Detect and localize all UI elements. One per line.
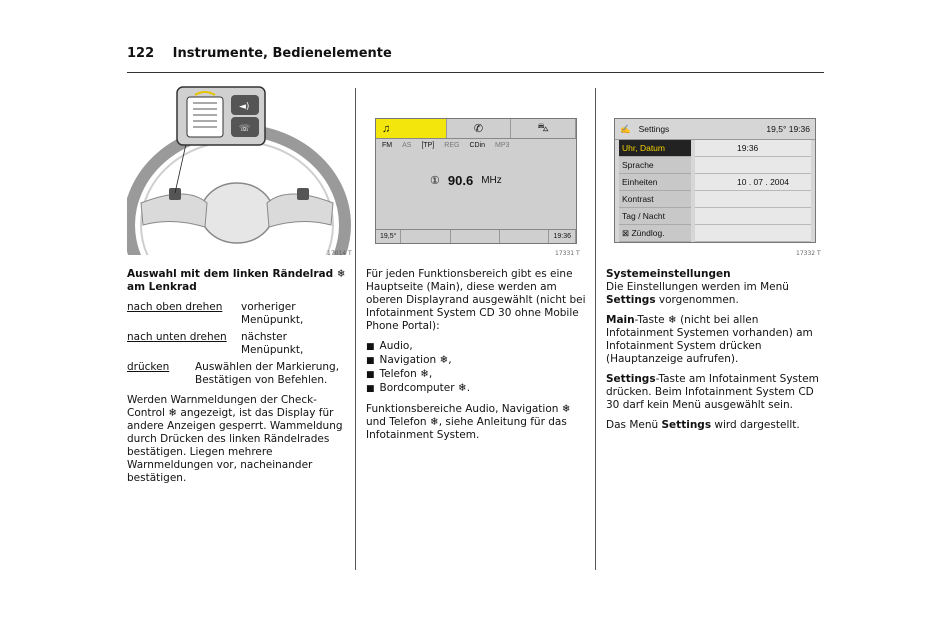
frequency-unit: MHz (481, 175, 502, 186)
definition-value: nächster Menüpunkt, (241, 331, 304, 356)
value-empty (695, 157, 811, 174)
footer-time: 19:36 (549, 230, 576, 243)
figure-code: 17331 T (555, 250, 580, 257)
column-divider-2 (595, 88, 596, 570)
menu-item: ⊠ Zündlog. (619, 225, 691, 242)
status-reg: REG (444, 142, 460, 149)
list-item: ■ Audio, (366, 340, 588, 354)
menu-item: Tag / Nacht (619, 208, 691, 225)
settings-title: Settings (638, 124, 670, 134)
column-3 (606, 268, 828, 439)
status-fm: FM (382, 142, 393, 149)
menu-item: Uhr, Datum (619, 140, 691, 157)
list-item: ■ Telefon ❄, (366, 368, 588, 382)
definition-key: nach unten drehen (127, 331, 227, 343)
status-mp3: MP3 (495, 142, 510, 149)
settings-temp-time: 19,5° 19:36 (766, 124, 810, 134)
menu-item: Einheiten (619, 174, 691, 191)
paragraph: Für jeden Funktionsbereich gibt es eine Hauptseite (Main), diese werden am oberen Displayrand ausgewählt (nicht bei Infotainment System CD 30 ohne Mobile Phone Portal): (366, 268, 586, 332)
display-tab-bar (376, 119, 576, 139)
value-date: 10 . 07 . 2004 (695, 174, 811, 191)
value-empty (695, 208, 811, 225)
footer-temperature: 19,5° (376, 230, 401, 243)
settings-title-bar (615, 119, 815, 140)
page-title: Instrumente, Bedienelemente (172, 46, 392, 61)
status-tp: [TP] (421, 142, 435, 149)
frequency-display (430, 173, 502, 188)
settings-menu (619, 140, 691, 242)
column-1 (127, 268, 349, 492)
definition-value: vorheriger Menüpunkt, (241, 301, 304, 326)
value-empty (695, 225, 811, 242)
settings-display-illustration (614, 118, 816, 243)
list-item: ■ Bordcomputer ❄. (366, 382, 588, 396)
value-time: 19:36 (695, 140, 811, 157)
paragraph: Main-Taste ❄ (nicht bei allen Infotainment Systemen vorhanden) am Infotainment System drücken (Hauptanzeige aufrufen). (606, 314, 813, 365)
definition-row (127, 301, 349, 327)
audio-display-illustration (375, 118, 577, 244)
definition-key: drücken (127, 361, 170, 373)
menu-item: Kontrast (619, 191, 691, 208)
figure-code: 17014 T (327, 250, 352, 257)
status-as: AS (402, 142, 412, 149)
list-item: ■ Navigation ❄, (366, 354, 588, 368)
svg-text:☏: ☏ (239, 124, 251, 134)
page-number: 122 (127, 46, 155, 61)
car-tab-icon: ⛍ (511, 119, 576, 138)
paragraph: Werden Warnmeldungen der Check-Control ❄ angezeigt, ist das Display für andere Anzeigen gesperrt. Wammeldung durch Drücken des linken Rändelrades bestätigen. Liegen mehrere Warnmeldungen vor, nacheinander bestätigen. (127, 394, 343, 484)
paragraph: Die Einstellungen werden im Menü Settings vorgenommen. (606, 281, 789, 306)
figure-code: 17332 T (796, 250, 821, 257)
channel-marker: ① (430, 175, 440, 187)
status-cdin: CDin (469, 142, 486, 149)
frequency-value: 90.6 (447, 173, 474, 188)
definition-row (127, 331, 349, 357)
audio-status-row (376, 139, 576, 152)
header-rule (127, 72, 824, 73)
paragraph: Settings-Taste am Infotainment System drücken. Beim Infotainment System CD 30 darf kein Menü ausgewählt sein. (606, 373, 819, 411)
svg-text:◄): ◄) (239, 102, 250, 112)
steering-wheel-illustration (127, 85, 357, 255)
display-footer (376, 229, 576, 243)
section-heading: Auswahl mit dem linken Rändelrad ❄ am Lenkrad (127, 268, 346, 293)
section-heading: Systemeinstellungen (606, 268, 731, 280)
settings-values (695, 140, 811, 242)
settings-icon: ✍ (620, 123, 631, 134)
paragraph: Das Menü Settings wird dargestellt. (606, 419, 800, 431)
audio-tab-icon: ♫ (376, 119, 447, 138)
page-header (127, 46, 392, 61)
menu-item: Sprache (619, 157, 691, 174)
definition-key: nach oben drehen (127, 301, 223, 313)
function-list (366, 340, 588, 396)
value-empty (695, 191, 811, 208)
definition-value: Auswählen der Markierung, Bestätigen von Befehlen. (195, 361, 340, 386)
definition-row (127, 361, 349, 387)
paragraph: Funktionsbereiche Audio, Navigation ❄ und Telefon ❄, siehe Anleitung für das Infotainment System. (366, 403, 571, 441)
phone-tab-icon: ✆ (447, 119, 512, 138)
column-2 (366, 268, 588, 449)
